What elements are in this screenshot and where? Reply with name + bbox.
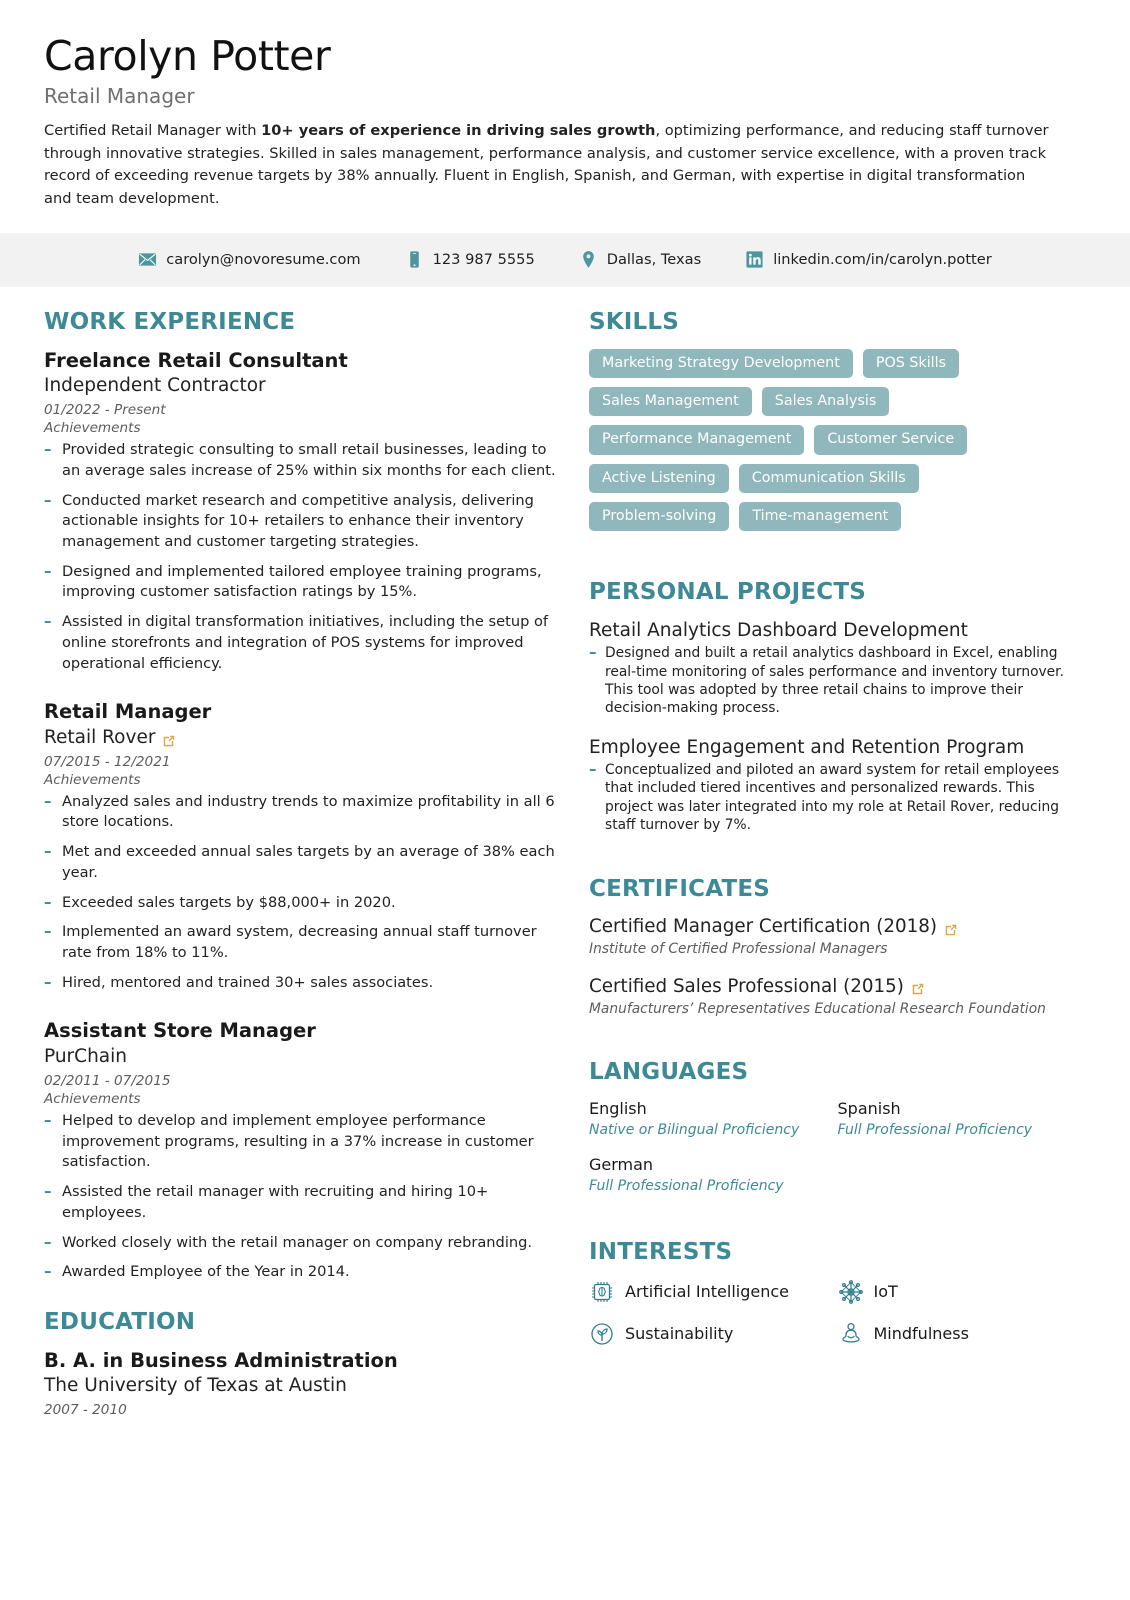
language-level: Full Professional Proficiency <box>589 1177 784 1194</box>
contact-item-phone[interactable] <box>383 250 557 269</box>
languages-list <box>589 1099 1086 1211</box>
language-name: English <box>589 1098 647 1118</box>
external-link-icon[interactable] <box>162 731 176 745</box>
project-bullets <box>589 644 1086 717</box>
interest-label: Artificial Intelligence <box>625 1282 789 1302</box>
interest-entry <box>589 1279 838 1305</box>
section-heading-certificates: CERTIFICATES <box>589 876 771 903</box>
section-heading-interests: INTERESTS <box>589 1238 733 1265</box>
list-item: – Conducted market research and competitive analysis, delivering actionable insights for 10+ retailers to enhance their inventory management and customer targeting strategies. <box>44 491 563 553</box>
contact-item-email[interactable] <box>116 250 382 269</box>
ai-chip-icon <box>589 1279 615 1305</box>
interest-entry <box>838 1279 1087 1305</box>
work-entry-bullets <box>44 440 563 674</box>
mindfulness-meditation-icon <box>838 1321 864 1347</box>
education-date: 2007 - 2010 <box>44 1402 127 1419</box>
skill-pill: Active Listening <box>589 464 729 493</box>
interest-label: Sustainability <box>625 1324 734 1344</box>
skills-list <box>589 349 1049 531</box>
skill-pill: POS Skills <box>863 349 959 378</box>
education-school-name: The University of Texas at Austin <box>44 1375 347 1397</box>
interest-entry <box>589 1321 838 1347</box>
language-name: Spanish <box>837 1098 901 1118</box>
list-item: – Conceptualized and piloted an award system for retail employees that included tiered incentives and personalized rewards. This project was later integrated into my role at Retail Rover, reducing staff turnover by 7%. <box>589 761 1086 834</box>
skill-pill: Sales Analysis <box>762 387 890 416</box>
language-entry <box>589 1155 838 1195</box>
contact-email-value: carolyn@novoresume.com <box>166 251 361 269</box>
work-entry-company <box>44 1045 563 1069</box>
list-item: – Designed and built a retail analytics dashboard in Excel, enabling real-time monitoring of sales performance and inventory turnover. This tool was adopted by three retail chains to improve their decision-making process. <box>589 644 1086 717</box>
interests-list <box>589 1279 1086 1363</box>
list-item: – Exceeded sales targets by $88,000+ in 2020. <box>44 893 563 914</box>
work-entry-title: Freelance Retail Consultant <box>44 348 348 372</box>
section-heading-skills: SKILLS <box>589 308 680 335</box>
list-item: – Helped to develop and implement employee performance improvement programs, resulting in a 37% increase in customer satisfaction. <box>44 1111 563 1173</box>
certificate-entry <box>589 916 1086 957</box>
language-level: Native or Bilingual Proficiency <box>589 1121 800 1138</box>
section-heading-work-experience: WORK EXPERIENCE <box>44 308 296 335</box>
achievements-label: Achievements <box>44 420 141 437</box>
skill-pill: Problem-solving <box>589 502 729 531</box>
page-title: Carolyn Potter <box>44 32 331 80</box>
list-item: – Awarded Employee of the Year in 2014. <box>44 1262 563 1283</box>
work-entry-date: 07/2015 - 12/2021 <box>44 753 171 770</box>
certificate-title <box>589 916 1086 939</box>
language-entry <box>589 1099 838 1139</box>
section-heading-languages: LANGUAGES <box>589 1058 749 1085</box>
contact-phone-value: 123 987 5555 <box>432 251 535 269</box>
list-item: – Assisted the retail manager with recruiting and hiring 10+ employees. <box>44 1182 563 1223</box>
sustainability-plant-icon <box>589 1321 615 1347</box>
achievements-label: Achievements <box>44 1090 141 1107</box>
resume-body <box>0 309 1130 1421</box>
work-entry-company-name: Independent Contractor <box>44 375 266 397</box>
education-entry <box>44 1349 563 1418</box>
list-item: – Implemented an award system, decreasing annual staff turnover rate from 18% to 11%. <box>44 922 563 963</box>
work-entry-bullets <box>44 792 563 994</box>
external-link-icon[interactable] <box>944 921 958 935</box>
external-link-icon[interactable] <box>911 980 925 994</box>
certificate-organization: Manufacturers’ Representatives Educational Research Foundation <box>589 1000 1046 1017</box>
list-item: – Assisted in digital transformation initiatives, including the setup of online storefronts and integration of POS systems for improved operational efficiency. <box>44 612 563 674</box>
certificate-title <box>589 976 1086 999</box>
iot-network-icon <box>838 1279 864 1305</box>
work-entry-bullets <box>44 1111 563 1283</box>
summary-post: , optimizing performance, and reducing staff turnover through innovative strategies. Skilled in sales management, performance analysis, and customer service excellence, with a proven track record of exceeding revenue targets by 38% annually. Fluent in English, Spanish, and German, with expertise in digital transformation and team development. <box>44 122 1049 208</box>
skill-pill: Performance Management <box>589 425 804 454</box>
achievements-label: Achievements <box>44 771 141 788</box>
project-entry <box>589 619 1086 718</box>
contact-linkedin-value: linkedin.com/in/carolyn.potter <box>773 251 992 269</box>
contact-item-location[interactable] <box>557 250 723 269</box>
left-column <box>44 309 589 1421</box>
certificate-title-text: Certified Manager Certification (2018) <box>589 916 938 938</box>
interest-label: IoT <box>873 1282 898 1302</box>
phone-icon <box>405 250 424 269</box>
list-item: – Provided strategic consulting to small retail businesses, leading to an average sales increase of 25% within six months for each client. <box>44 440 563 481</box>
profile-summary <box>44 120 1054 210</box>
work-entry-date: 02/2011 - 07/2015 <box>44 1072 171 1089</box>
certificate-title-text: Certified Sales Professional (2015) <box>589 976 904 998</box>
linkedin-icon <box>745 250 764 269</box>
work-entry-company-name: Retail Rover <box>44 726 156 748</box>
certificate-entry <box>589 976 1086 1017</box>
project-entry <box>589 736 1086 835</box>
work-entry-company <box>44 374 563 398</box>
list-item: – Analyzed sales and industry trends to maximize profitability in all 6 store locations. <box>44 792 563 833</box>
job-title: Retail Manager <box>44 84 195 109</box>
language-entry <box>838 1099 1087 1139</box>
language-name: German <box>589 1154 654 1174</box>
summary-pre: Certified Retail Manager with <box>44 122 262 140</box>
contact-bar <box>0 233 1130 287</box>
work-entry <box>44 349 563 675</box>
list-item: – Met and exceeded annual sales targets by an average of 38% each year. <box>44 842 563 883</box>
interest-label: Mindfulness <box>873 1324 969 1344</box>
section-heading-education: EDUCATION <box>44 1308 196 1335</box>
summary-highlight: 10+ years of experience in driving sales growth <box>261 122 656 140</box>
resume-header <box>0 0 1130 219</box>
skill-pill: Marketing Strategy Development <box>589 349 853 378</box>
email-icon <box>138 250 157 269</box>
education-degree: B. A. in Business Administration <box>44 1348 398 1372</box>
section-heading-personal-projects: PERSONAL PROJECTS <box>589 579 867 606</box>
location-pin-icon <box>579 250 598 269</box>
work-entry-company <box>44 726 563 750</box>
right-column <box>589 309 1086 1421</box>
skill-pill: Communication Skills <box>739 464 919 493</box>
work-entry-title: Assistant Store Manager <box>44 1019 316 1043</box>
project-title: Retail Analytics Dashboard Development <box>589 620 968 642</box>
skill-pill: Sales Management <box>589 387 752 416</box>
education-school <box>44 1374 563 1398</box>
certificate-organization: Institute of Certified Professional Managers <box>589 941 888 958</box>
interest-entry <box>838 1321 1087 1347</box>
project-title: Employee Engagement and Retention Program <box>589 736 1025 758</box>
list-item: – Designed and implemented tailored employee training programs, improving customer satisfaction ratings by 15%. <box>44 562 563 603</box>
work-entry-date: 01/2022 - Present <box>44 402 166 419</box>
project-bullets <box>589 761 1086 834</box>
work-entry-title: Retail Manager <box>44 700 212 724</box>
contact-location-value: Dallas, Texas <box>606 251 702 269</box>
list-item: – Worked closely with the retail manager on company rebranding. <box>44 1233 563 1254</box>
work-entry <box>44 1019 563 1282</box>
list-item: – Hired, mentored and trained 30+ sales associates. <box>44 973 563 994</box>
work-entry-company-name: PurChain <box>44 1045 128 1067</box>
work-entry <box>44 700 563 993</box>
skill-pill: Customer Service <box>814 425 967 454</box>
contact-item-linkedin[interactable] <box>723 250 1014 269</box>
language-level: Full Professional Proficiency <box>837 1121 1033 1138</box>
skill-pill: Time-management <box>739 502 901 531</box>
